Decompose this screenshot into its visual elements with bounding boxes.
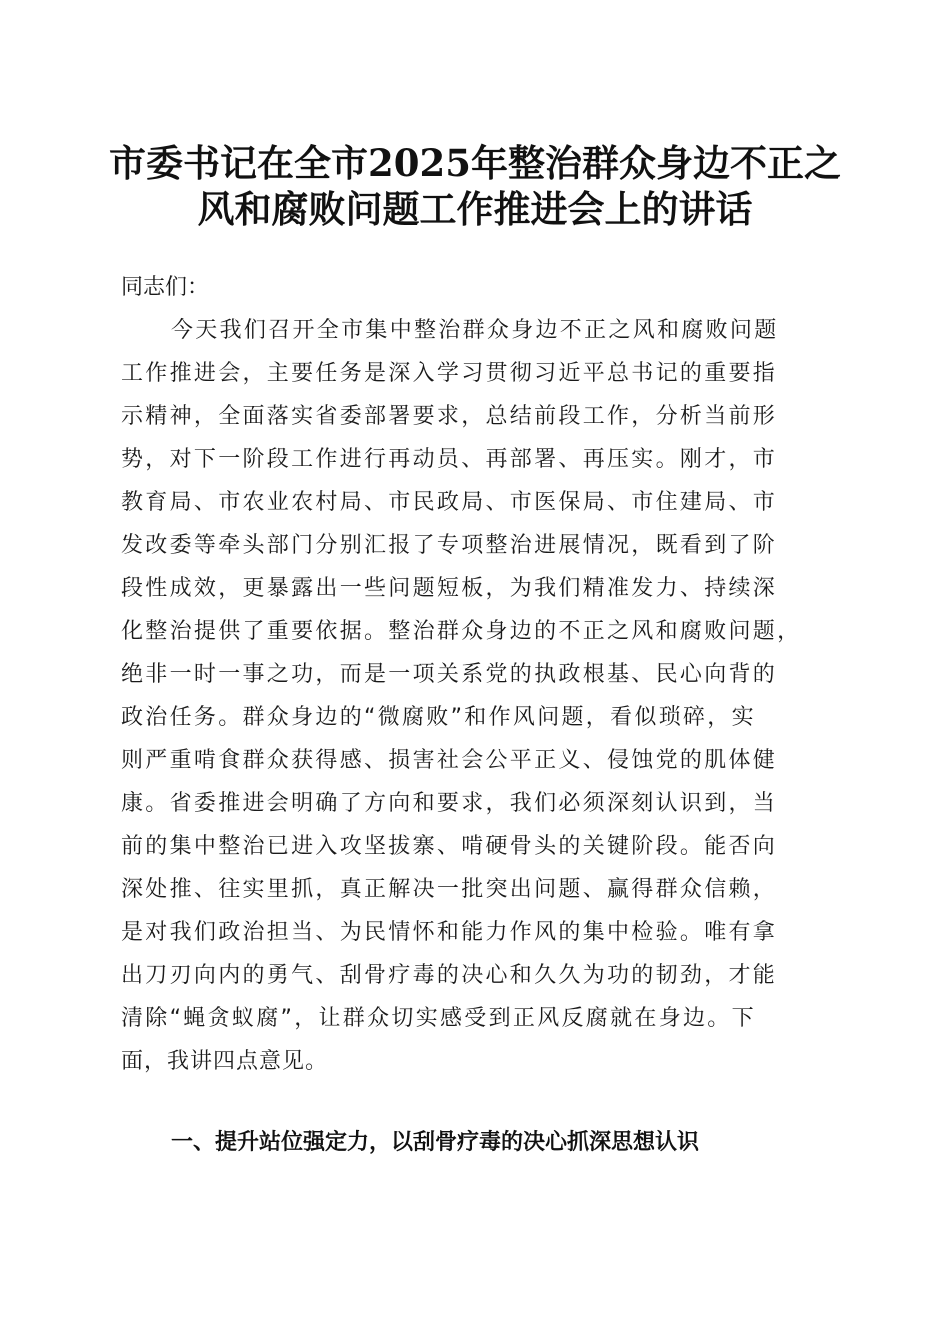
salutation: 同志们： [121,275,210,300]
paragraph-line: 工作推进会，主要任务是深入学习贯彻习近平总书记的重要指 [121,361,778,386]
paragraph-line: 段性成效，更暴露出一些问题短板，为我们精准发力、持续深 [121,576,778,601]
paragraph-line: 出刀刃向内的勇气、刮骨疗毒的决心和久久为功的韧劲，才能 [121,963,778,988]
title-line-2: 风和腐败问题工作推进会上的讲话 [197,187,753,231]
paragraph-line: 则严重啃食群众获得感、损害社会公平正义、侵蚀党的肌体健 [121,748,778,773]
paragraph-line: 前的集中整治已进入攻坚拔寨、啃硬骨头的关键阶段。能否向 [121,834,778,859]
document-title [100,140,850,232]
title-line-1: 市委书记在全市2025年整治群众身边不正之 [109,141,841,185]
paragraph-line: 化整治提供了重要依据。整治群众身边的不正之风和腐败问题， [121,619,802,644]
paragraph-line: 深处推、往实里抓，真正解决一批突出问题、赢得群众信赖， [121,877,778,902]
paragraph-line: 示精神，全面落实省委部署要求，总结前段工作，分析当前形 [121,404,778,429]
paragraph-line: 发改委等牵头部门分别汇报了专项整治进展情况，既看到了阶 [121,533,778,558]
paragraph-line: 绝非一时一事之功，而是一项关系党的执政根基、民心向背的 [121,662,778,687]
paragraph-line: 教育局、市农业农村局、市民政局、市医保局、市住建局、市 [121,490,778,515]
paragraph-line: 今天我们召开全市集中整治群众身边不正之风和腐败问题 [171,318,779,343]
paragraph-line: 清除“蝇贪蚁腐”，让群众切实感受到正风反腐就在身边。下 [121,1006,756,1031]
document-body [121,266,835,1083]
paragraph-line: 面，我讲四点意见。 [121,1049,329,1074]
paragraph-line: 势，对下一阶段工作进行再动员、再部署、再压实。刚才，市 [121,447,778,472]
paragraph-line: 康。省委推进会明确了方向和要求，我们必须深刻认识到，当 [121,791,778,816]
paragraph-line: 政治任务。群众身边的“微腐败”和作风问题，看似琐碎，实 [121,705,756,730]
section-heading-1: 一、提升站位强定力，以刮骨疗毒的决心抓深思想认识 [171,1130,700,1155]
paragraph-line: 是对我们政治担当、为民情怀和能力作风的集中检验。唯有拿 [121,920,778,945]
opening-paragraph [121,309,835,1083]
